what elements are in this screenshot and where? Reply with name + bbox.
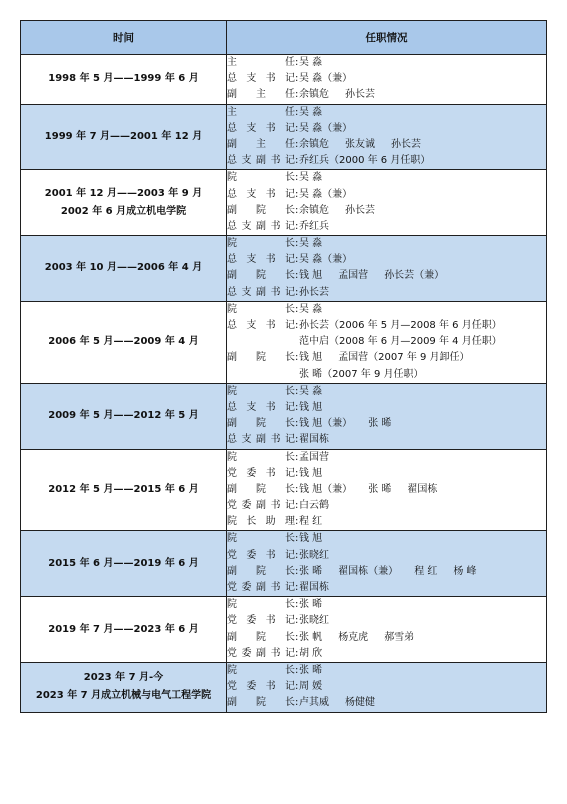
table-row bbox=[21, 55, 547, 105]
person-name: 孙长芸（2006 年 5 月—2008 年 6 月任职） bbox=[299, 320, 502, 331]
role-label: 副 院 长 bbox=[227, 565, 295, 577]
role-label: 总支书记 bbox=[227, 73, 295, 85]
role-label: 总支副书记 bbox=[227, 286, 295, 298]
position-line bbox=[227, 450, 546, 466]
period-text: 2006 年 5 月——2009 年 4 月 bbox=[48, 336, 199, 348]
table-body bbox=[21, 55, 547, 713]
role-label: 院 长 bbox=[227, 599, 295, 611]
person-name: 孟国营 bbox=[299, 451, 329, 463]
person-name: 胡 欣 bbox=[299, 647, 323, 659]
position-line bbox=[227, 170, 546, 186]
position-line bbox=[227, 514, 546, 530]
person-name: 张晓红 bbox=[299, 549, 329, 561]
role-separator: : bbox=[295, 565, 299, 577]
role-separator: : bbox=[295, 122, 299, 134]
position-line bbox=[227, 466, 546, 482]
role-separator: : bbox=[295, 220, 299, 232]
position-line bbox=[227, 432, 546, 448]
position-line bbox=[227, 531, 546, 547]
role-separator: : bbox=[295, 401, 299, 413]
person-name: 张 晞 bbox=[299, 565, 323, 577]
role-label: 党委书记 bbox=[227, 549, 295, 561]
position-line bbox=[227, 334, 546, 350]
positions-cell bbox=[227, 383, 547, 449]
position-line bbox=[227, 350, 546, 366]
person-name: 吴 淼 bbox=[299, 106, 323, 118]
role-label: 副 院 长 bbox=[227, 352, 295, 364]
role-separator: : bbox=[295, 451, 299, 463]
person-name: 吴 淼 bbox=[299, 385, 323, 397]
person-name: 翟国栋 bbox=[299, 434, 329, 446]
header-positions: 任职情况 bbox=[227, 21, 547, 55]
role-label: 院 长 bbox=[227, 451, 295, 463]
person-name: 孙长芸 bbox=[391, 138, 421, 150]
person-name: 杨健健 bbox=[345, 697, 375, 709]
person-name: 孙长芸 bbox=[345, 204, 375, 216]
role-label: 总支副书记 bbox=[227, 434, 295, 446]
role-separator: : bbox=[295, 238, 299, 250]
person-name: 张 晞 bbox=[368, 418, 392, 430]
role-label: 副 院 长 bbox=[227, 270, 295, 282]
role-label: 总支书记 bbox=[227, 254, 295, 266]
person-name: 吴 淼 bbox=[299, 303, 323, 315]
person-name: 程 红 bbox=[414, 565, 438, 577]
position-line bbox=[227, 87, 546, 103]
position-line bbox=[227, 663, 546, 679]
person-name: 吴 淼（兼） bbox=[299, 122, 353, 134]
positions-cell bbox=[227, 301, 547, 383]
person-name: 翟国栋 bbox=[407, 483, 438, 495]
role-label: 党委书记 bbox=[227, 467, 295, 479]
position-line bbox=[227, 55, 546, 71]
role-label: 总支书记 bbox=[227, 320, 295, 331]
person-name: 余镇危 bbox=[299, 138, 329, 150]
table-row bbox=[21, 531, 547, 597]
role-separator: : bbox=[295, 57, 299, 68]
person-name: 孙长芸（兼） bbox=[384, 270, 445, 282]
role-separator: : bbox=[295, 188, 299, 200]
role-separator: : bbox=[295, 254, 299, 266]
role-separator: : bbox=[295, 647, 299, 659]
period-text: 2001 年 12 月——2003 年 9 月 bbox=[44, 187, 203, 199]
role-label: 总支书记 bbox=[227, 188, 295, 200]
person-name: 钱 旭（兼） bbox=[299, 418, 353, 430]
period-cell bbox=[21, 301, 227, 383]
role-label: 总支书记 bbox=[227, 401, 295, 413]
person-name: 卢其威 bbox=[299, 697, 329, 709]
period-text: 2023 年 7 月成立机械与电气工程学院 bbox=[35, 690, 212, 702]
role-label: 副 院 长 bbox=[227, 204, 295, 216]
person-name: 吴 淼 bbox=[299, 238, 323, 250]
role-separator: : bbox=[295, 664, 299, 676]
person-name: 张 晞 bbox=[368, 483, 392, 495]
position-line bbox=[227, 548, 546, 564]
role-separator: : bbox=[295, 320, 299, 331]
role-label: 院 长 bbox=[227, 533, 295, 545]
period-cell bbox=[21, 383, 227, 449]
position-line bbox=[227, 613, 546, 629]
position-line bbox=[227, 646, 546, 662]
positions-cell bbox=[227, 170, 547, 236]
person-name: 白云鹤 bbox=[299, 500, 329, 512]
person-name: 翟国栋（兼） bbox=[338, 565, 399, 577]
positions-cell bbox=[227, 55, 547, 105]
header-time: 时间 bbox=[21, 21, 227, 55]
position-line bbox=[227, 71, 546, 87]
person-name: 吴 淼（兼） bbox=[299, 188, 353, 200]
person-name: 周 媛 bbox=[299, 681, 323, 693]
person-name: 乔红兵（2000 年 6 月任职） bbox=[299, 155, 431, 167]
table-row bbox=[21, 662, 547, 712]
position-line bbox=[227, 564, 546, 580]
person-name: 吴 淼（兼） bbox=[299, 73, 353, 85]
person-name: 孙长芸 bbox=[299, 286, 329, 298]
role-separator: : bbox=[295, 500, 299, 512]
role-label: 院 长 bbox=[227, 303, 295, 315]
period-text: 2002 年 6 月成立机电学院 bbox=[60, 205, 187, 217]
position-line bbox=[227, 580, 546, 596]
role-label: 党委书记 bbox=[227, 681, 295, 693]
person-name: 钱 旭（兼） bbox=[299, 483, 353, 495]
position-line bbox=[227, 137, 546, 153]
role-separator: : bbox=[295, 467, 299, 479]
person-name: 张 晞（2007 年 9 月任职） bbox=[299, 368, 424, 380]
position-line bbox=[227, 400, 546, 416]
person-name: 杨克虎 bbox=[338, 631, 369, 643]
role-separator: : bbox=[295, 599, 299, 611]
position-line bbox=[227, 203, 546, 219]
person-name: 余镇危 bbox=[299, 89, 329, 101]
position-line bbox=[227, 318, 546, 334]
role-label: 副 院 长 bbox=[227, 483, 295, 495]
role-separator: : bbox=[295, 106, 299, 118]
positions-cell bbox=[227, 662, 547, 712]
role-separator: : bbox=[295, 303, 299, 315]
period-text: 2009 年 5 月——2012 年 5 月 bbox=[48, 410, 199, 422]
period-cell bbox=[21, 104, 227, 170]
role-label: 院 长 bbox=[227, 172, 295, 184]
table-header bbox=[21, 21, 547, 55]
period-cell bbox=[21, 55, 227, 105]
positions-cell bbox=[227, 236, 547, 302]
person-name: 余镇危 bbox=[299, 204, 329, 216]
person-name: 钱 旭 bbox=[299, 467, 323, 479]
period-text: 1999 年 7 月——2001 年 12 月 bbox=[44, 130, 203, 142]
position-line bbox=[227, 384, 546, 400]
position-line bbox=[227, 236, 546, 252]
role-separator: : bbox=[295, 681, 299, 693]
role-separator: : bbox=[295, 73, 299, 85]
role-separator: : bbox=[295, 516, 299, 528]
table-row bbox=[21, 301, 547, 383]
person-name: 张晓红 bbox=[299, 615, 329, 627]
role-separator: : bbox=[295, 483, 299, 495]
period-cell bbox=[21, 170, 227, 236]
table-row bbox=[21, 170, 547, 236]
period-cell bbox=[21, 449, 227, 531]
position-line bbox=[227, 630, 546, 646]
period-text: 2012 年 5 月——2015 年 6 月 bbox=[48, 483, 199, 495]
person-name: 吴 淼（兼） bbox=[299, 254, 353, 266]
person-name: 乔红兵 bbox=[299, 220, 329, 232]
person-name: 张友诚 bbox=[345, 138, 375, 150]
role-label: 副 主 任 bbox=[227, 89, 295, 101]
position-line bbox=[227, 268, 546, 284]
role-separator: : bbox=[295, 155, 299, 167]
positions-cell bbox=[227, 449, 547, 531]
role-separator: : bbox=[295, 89, 299, 101]
period-text: 2019 年 7 月——2023 年 6 月 bbox=[48, 623, 199, 635]
role-separator: : bbox=[295, 138, 299, 150]
position-line bbox=[227, 219, 546, 235]
person-name: 钱 旭 bbox=[299, 533, 323, 545]
role-label: 院长助理 bbox=[227, 516, 295, 528]
position-line bbox=[227, 416, 546, 432]
table-row bbox=[21, 383, 547, 449]
position-line bbox=[227, 105, 546, 121]
period-text: 1998 年 5 月——1999 年 6 月 bbox=[48, 73, 199, 85]
position-line bbox=[227, 679, 546, 695]
position-line bbox=[227, 285, 546, 301]
role-label: 党委副书记 bbox=[227, 500, 295, 512]
person-name: 范中启（2008 年 6 月—2009 年 4 月任职） bbox=[299, 336, 502, 348]
role-separator: : bbox=[295, 172, 299, 184]
person-name: 杨 峰 bbox=[453, 565, 477, 577]
role-separator: : bbox=[295, 631, 299, 643]
role-label: 总支副书记 bbox=[227, 220, 295, 232]
role-separator: : bbox=[295, 533, 299, 545]
person-name: 孟国营 bbox=[338, 270, 369, 282]
role-label: 主 任 bbox=[227, 57, 295, 68]
role-label: 党委副书记 bbox=[227, 647, 295, 659]
table-row bbox=[21, 236, 547, 302]
position-line bbox=[227, 367, 546, 383]
period-cell bbox=[21, 662, 227, 712]
role-label: 党委副书记 bbox=[227, 582, 295, 593]
position-line bbox=[227, 153, 546, 169]
table-row bbox=[21, 449, 547, 531]
position-line bbox=[227, 498, 546, 514]
positions-cell bbox=[227, 531, 547, 597]
role-label: 副 院 长 bbox=[227, 697, 295, 709]
role-separator: : bbox=[295, 352, 299, 364]
period-cell bbox=[21, 597, 227, 663]
role-separator: : bbox=[295, 697, 299, 709]
role-label: 副 主 任 bbox=[227, 138, 295, 150]
person-name: 钱 旭 bbox=[299, 401, 323, 413]
role-separator: : bbox=[295, 582, 299, 593]
positions-cell bbox=[227, 597, 547, 663]
period-text: 2003 年 10 月——2006 年 4 月 bbox=[44, 262, 203, 274]
period-text: 2015 年 6 月——2019 年 6 月 bbox=[48, 557, 199, 569]
position-line bbox=[227, 695, 546, 711]
person-name: 钱 旭 bbox=[299, 352, 323, 364]
role-label: 总支副书记 bbox=[227, 155, 295, 167]
header-row bbox=[21, 21, 547, 55]
person-name: 郝雪弟 bbox=[384, 631, 415, 643]
role-separator: : bbox=[295, 418, 299, 430]
person-name: 吴 淼 bbox=[299, 172, 323, 184]
person-name: 吴 淼 bbox=[299, 57, 323, 68]
positions-cell bbox=[227, 104, 547, 170]
period-cell bbox=[21, 531, 227, 597]
role-separator: : bbox=[295, 615, 299, 627]
role-label: 副 院 长 bbox=[227, 631, 295, 643]
role-separator: : bbox=[295, 549, 299, 561]
person-name: 翟国栋 bbox=[299, 582, 329, 593]
table-row bbox=[21, 597, 547, 663]
role-label: 主 任 bbox=[227, 106, 295, 118]
position-line bbox=[227, 252, 546, 268]
role-separator: : bbox=[295, 270, 299, 282]
role-label: 院 长 bbox=[227, 385, 295, 397]
person-name: 孙长芸 bbox=[345, 89, 375, 101]
position-line bbox=[227, 302, 546, 318]
role-label: 院 长 bbox=[227, 238, 295, 250]
role-separator: : bbox=[295, 434, 299, 446]
position-line bbox=[227, 187, 546, 203]
period-text: 2023 年 7 月-今 bbox=[83, 672, 164, 684]
person-name: 张 帆 bbox=[299, 631, 323, 643]
role-label: 总支书记 bbox=[227, 122, 295, 134]
table-row bbox=[21, 104, 547, 170]
person-name: 张 晞 bbox=[299, 664, 323, 676]
role-label: 党委书记 bbox=[227, 615, 295, 627]
position-line bbox=[227, 482, 546, 498]
role-separator: : bbox=[295, 286, 299, 298]
position-line bbox=[227, 121, 546, 137]
position-line bbox=[227, 597, 546, 613]
period-cell bbox=[21, 236, 227, 302]
role-separator: : bbox=[295, 385, 299, 397]
person-name: 程 红 bbox=[299, 516, 323, 528]
person-name: 钱 旭 bbox=[299, 270, 323, 282]
person-name: 孟国营（2007 年 9 月卸任） bbox=[338, 352, 470, 364]
role-label: 副 院 长 bbox=[227, 418, 295, 430]
role-label: 院 长 bbox=[227, 664, 295, 676]
role-separator: : bbox=[295, 204, 299, 216]
appointments-table bbox=[20, 20, 547, 713]
person-name: 张 晞 bbox=[299, 599, 323, 611]
